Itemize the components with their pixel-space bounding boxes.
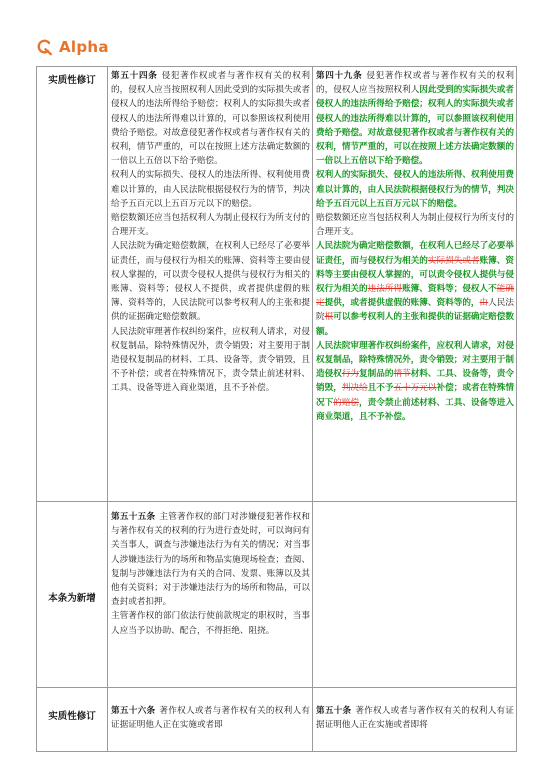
old-paragraph: 权利人的实际损失、侵权人的违法所得、权利使用费难以计算的，由人民法院根据侵权行为的情节，判决给予五百元以上五百万元以下的赔偿。 — [111, 170, 310, 209]
old-paragraph: 人民法院审理著作权纠纷案件，应权利人请求，对侵权复制品，除特殊情况外，责令销毁；对主要用于制造侵权复制品的材料、工具、设备等，责令销毁，且不予补偿；或者在特殊情况下，责令禁止前述材料、工具、设备等进入商业渠道，且不予补偿。 — [111, 326, 310, 394]
old-paragraph — [111, 510, 310, 609]
new-paragraph — [316, 69, 514, 168]
article-number: 第五十六条 — [111, 706, 156, 716]
added-text: 人民法院审理著作权纠纷案件，应权利人请求，对侵权复制品，除特殊情况外，责令销毁；对主要用于制造侵权 — [316, 340, 514, 380]
new-text-cell — [313, 67, 517, 502]
deleted-text: 判决给 — [341, 383, 368, 394]
added-text: 材料、工具、设备等，责令销毁， — [316, 369, 514, 394]
paragraph-text: 著作权人或者与著作权有关的权利人有证据证明他人正在实施或者即将 — [316, 706, 514, 731]
old-text-cell — [108, 502, 313, 688]
added-text: 账簿、资料等；侵权人不 — [402, 284, 497, 295]
table-row — [37, 67, 517, 502]
article-number: 第四十九条 — [316, 71, 363, 81]
old-paragraph — [111, 69, 310, 168]
deleted-text: 情节 — [393, 369, 411, 380]
change-type-label: 实质性修订 — [37, 67, 108, 502]
added-text: 且不予 — [367, 383, 394, 394]
old-text-cell — [108, 67, 313, 502]
new-paragraph — [316, 239, 514, 338]
paragraph-text: 主管著作权的部门对涉嫌侵犯著作权和与著作权有关的权利的行为进行查处时，可以询问有关当事人，调查与涉嫌违法行为有关的情况；对当事人涉嫌违法行为的场所和物品实施现场检查；查阅、复制与涉嫌违法行为有关的合同、发票、账簿以及其他有关资料；对于涉嫌违法行为的场所和物品，可以查封或者扣押。 — [111, 512, 310, 608]
deleted-text: 能确定 — [316, 284, 514, 309]
old-paragraph — [111, 704, 310, 732]
article-number: 第五十条 — [316, 706, 352, 716]
new-text-cell-empty — [313, 502, 517, 688]
deleted-text: 违法所得 — [367, 284, 403, 295]
deleted-text: 的赔偿 — [333, 397, 360, 408]
added-text: 可以参考权利人的主张和提供的证据确定赔偿数额。 — [316, 312, 514, 337]
comparison-table — [36, 66, 517, 752]
unchanged-text: 赔偿数额还应当包括权利人为制止侵权行为所支付的合理开支。 — [316, 213, 514, 238]
deleted-text: 五十万元以 — [393, 383, 437, 394]
deleted-text: 行为 — [341, 369, 360, 380]
deleted-text: 由 — [479, 298, 489, 309]
new-paragraph — [316, 704, 514, 732]
added-text: 账簿、资料等主要由侵权人掌握的，可以责令侵权人提供与侵权行为相关的 — [316, 255, 514, 295]
added-text: 因此受到的实际损失或者侵权人的违法所得给予赔偿；权利人的实际损失或者侵权人的违法所得难以计算的，可以参照该权利使用费给予赔偿。对故意侵犯著作权或者与著作权有关的权利，情节严重的，可以在按照上述方法确定数额的一倍以上五倍以下给予赔偿。 — [316, 85, 514, 167]
deleted-text: 根 — [324, 312, 334, 323]
added-text: 补偿；或者在特殊情况下 — [316, 383, 514, 408]
table-row — [37, 688, 517, 752]
old-paragraph: 赔偿数额还应当包括权利人为制止侵权行为所支付的合理开支。 — [111, 213, 310, 238]
article-number: 第五十四条 — [111, 71, 158, 81]
added-text: 复制品的 — [359, 369, 394, 380]
new-paragraph — [316, 339, 514, 424]
change-type-label: 实质性修订 — [37, 688, 108, 752]
table-row — [37, 502, 517, 688]
old-paragraph: 人民法院为确定赔偿数额，在权利人已经尽了必要举证责任，而与侵权行为相关的账簿、资料等主要由侵权人掌握的，可以责令侵权人提供与侵权行为相关的账簿、资料等；侵权人不提供，或者提供虚假的账簿、资料等的，人民法院可以参考权利人的主张和提供的证据确定赔偿数额。 — [111, 241, 310, 323]
paragraph-text: 侵犯著作权或者与著作权有关的权利的，侵权人应当按照权利人因此受到的实际损失或者侵权人的违法所得给予赔偿；权利人的实际损失或者侵权人的违法所得难以计算的，可以参照该权利使用费给予赔偿。对故意侵犯著作权或者与著作权有关的权利，情节严重的，可以在按照上述方法确定数额的一倍以上五倍以下给予赔偿。 — [111, 71, 310, 167]
old-text-cell — [108, 688, 313, 752]
old-paragraph: 主管著作权的部门依法行使前款规定的职权时，当事人应当予以协助、配合，不得拒绝、阻挠。 — [111, 611, 310, 636]
article-number: 第五十五条 — [111, 512, 156, 522]
change-type-label: 本条为新增 — [37, 502, 108, 688]
added-text: 提供，或者提供虚假的账簿、资料等的， — [324, 298, 480, 309]
new-text-cell — [313, 688, 517, 752]
unchanged-text: 侵犯著作权或者与著作权有关的权利的，侵权人应当按照权利人 — [316, 71, 514, 96]
brand-name: Alpha — [59, 38, 109, 56]
added-text: 权利人的实际损失、侵权人的违法所得、权利使用费难以计算的，由人民法院根据侵权行为的情节，判决给予五百元以上五百万元以下的赔偿。 — [316, 170, 514, 209]
new-paragraph — [316, 211, 514, 239]
paragraph-text: 著作权人或者与著作权有关的权利人有证据证明他人正在实施或者即 — [111, 706, 310, 731]
alpha-logo-icon — [36, 38, 54, 56]
deleted-text: 实际损失或者 — [427, 255, 480, 266]
added-text: ，责令禁止前述材料、工具、设备等进入商业渠道，且不予补偿。 — [316, 397, 514, 422]
brand-logo — [36, 38, 109, 56]
added-text: 人民法院为确定赔偿数额，在权利人已经尽了必要举证责任，而与侵权行为相关的 — [316, 241, 514, 266]
new-paragraph — [316, 168, 514, 211]
unchanged-text: 人民法院 — [316, 298, 514, 323]
